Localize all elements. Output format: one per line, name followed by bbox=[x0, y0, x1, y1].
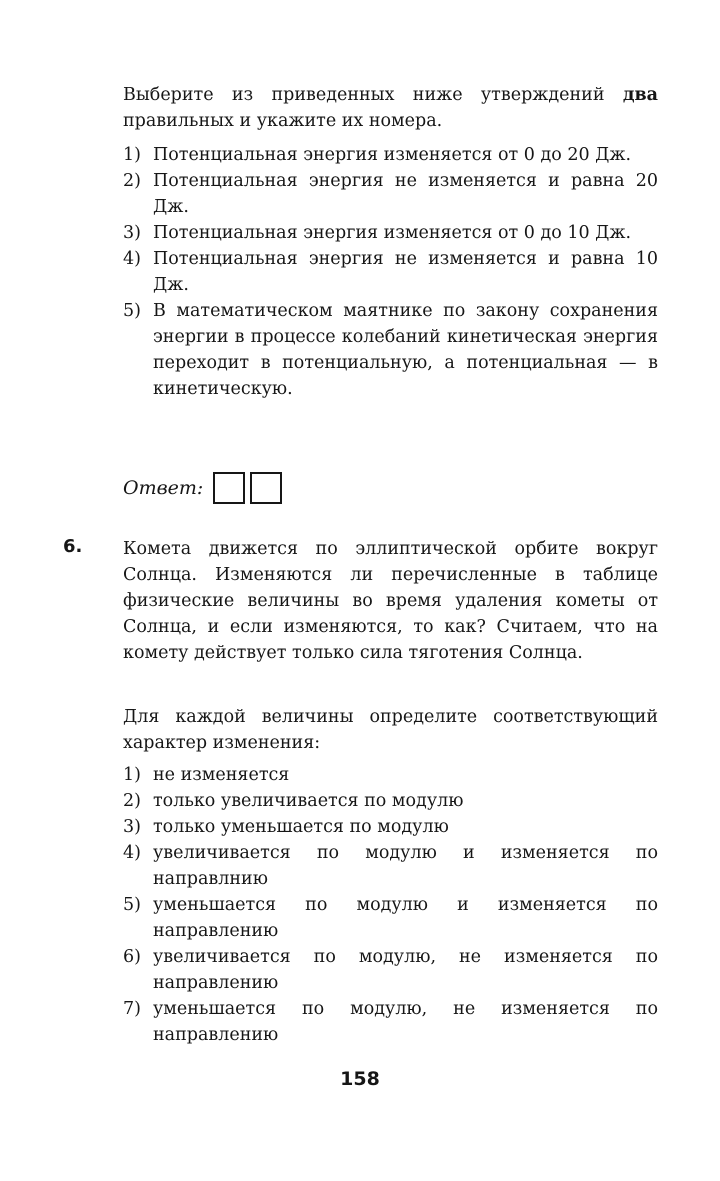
change-option-text: уменьшается по модулю, не изменяется по направлению bbox=[153, 999, 658, 1045]
statement-item bbox=[123, 168, 658, 220]
change-option-number: 3) bbox=[123, 817, 141, 837]
answer-box-1[interactable] bbox=[213, 472, 245, 504]
change-option-number: 6) bbox=[123, 947, 141, 967]
intro-paragraph bbox=[123, 82, 658, 134]
task-number: 6. bbox=[63, 536, 83, 557]
statement-text: Потенциальная энергия не изменяется и равна 10 Дж. bbox=[153, 249, 658, 295]
answer-row bbox=[123, 470, 287, 506]
intro-bold-word: два bbox=[622, 85, 658, 105]
change-option-item bbox=[123, 762, 658, 788]
statement-number: 2) bbox=[123, 171, 141, 191]
change-option-number: 2) bbox=[123, 791, 141, 811]
statement-text: Потенциальная энергия не изменяется и равна 20 Дж. bbox=[153, 171, 658, 217]
change-option-number: 1) bbox=[123, 765, 141, 785]
change-option-number: 7) bbox=[123, 999, 141, 1019]
statement-text: В математическом маятнике по закону сохранения энергии в процессе колебаний кинетическая энергия переходит в потенциальную, а потенциальная — в кинетическую. bbox=[153, 301, 658, 399]
change-option-number: 5) bbox=[123, 895, 141, 915]
statement-text: Потенциальная энергия изменяется от 0 до 20 Дж. bbox=[153, 145, 632, 165]
change-options-list bbox=[123, 762, 658, 1048]
answer-box-2[interactable] bbox=[250, 472, 282, 504]
task-text: Комета движется по эллиптической орбите вокруг Солнца. Изменяются ли перечисленные в таблице физические величины во время удаления кометы от Солнца, и если изменяются, то как? Считаем, что на комету действует только сила тяготения Солнца. bbox=[123, 539, 658, 663]
statement-item bbox=[123, 220, 658, 246]
change-option-text: только уменьшается по модулю bbox=[153, 817, 449, 837]
change-option-text: не изменяется bbox=[153, 765, 290, 785]
task-instruction: Для каждой величины определите соответствующий характер изменения: bbox=[123, 707, 658, 753]
change-option-number: 4) bbox=[123, 843, 141, 863]
statement-list bbox=[123, 142, 658, 402]
change-option-item bbox=[123, 892, 658, 944]
intro-text-after: правильных и укажите их номера. bbox=[123, 111, 443, 131]
change-option-item bbox=[123, 996, 658, 1048]
answer-label: Ответ: bbox=[123, 477, 204, 499]
intro-text-before: Выберите из приведенных ниже утверждений bbox=[123, 85, 623, 105]
statement-number: 5) bbox=[123, 301, 141, 321]
change-option-item bbox=[123, 840, 658, 892]
change-option-text: увеличивается по модулю, не изменяется по направлению bbox=[153, 947, 658, 993]
statement-number: 3) bbox=[123, 223, 141, 243]
statement-number: 4) bbox=[123, 249, 141, 269]
page-number: 158 bbox=[340, 1068, 380, 1090]
statement-item bbox=[123, 142, 658, 168]
change-option-text: только увеличивается по модулю bbox=[153, 791, 464, 811]
change-option-item bbox=[123, 814, 658, 840]
statement-item bbox=[123, 246, 658, 298]
change-option-text: уменьшается по модулю и изменяется по направлению bbox=[153, 895, 658, 941]
statement-item bbox=[123, 298, 658, 402]
statement-number: 1) bbox=[123, 145, 141, 165]
change-option-item bbox=[123, 788, 658, 814]
change-option-item bbox=[123, 944, 658, 996]
statement-text: Потенциальная энергия изменяется от 0 до 10 Дж. bbox=[153, 223, 632, 243]
change-option-text: увеличивается по модулю и изменяется по направлнию bbox=[153, 843, 658, 889]
